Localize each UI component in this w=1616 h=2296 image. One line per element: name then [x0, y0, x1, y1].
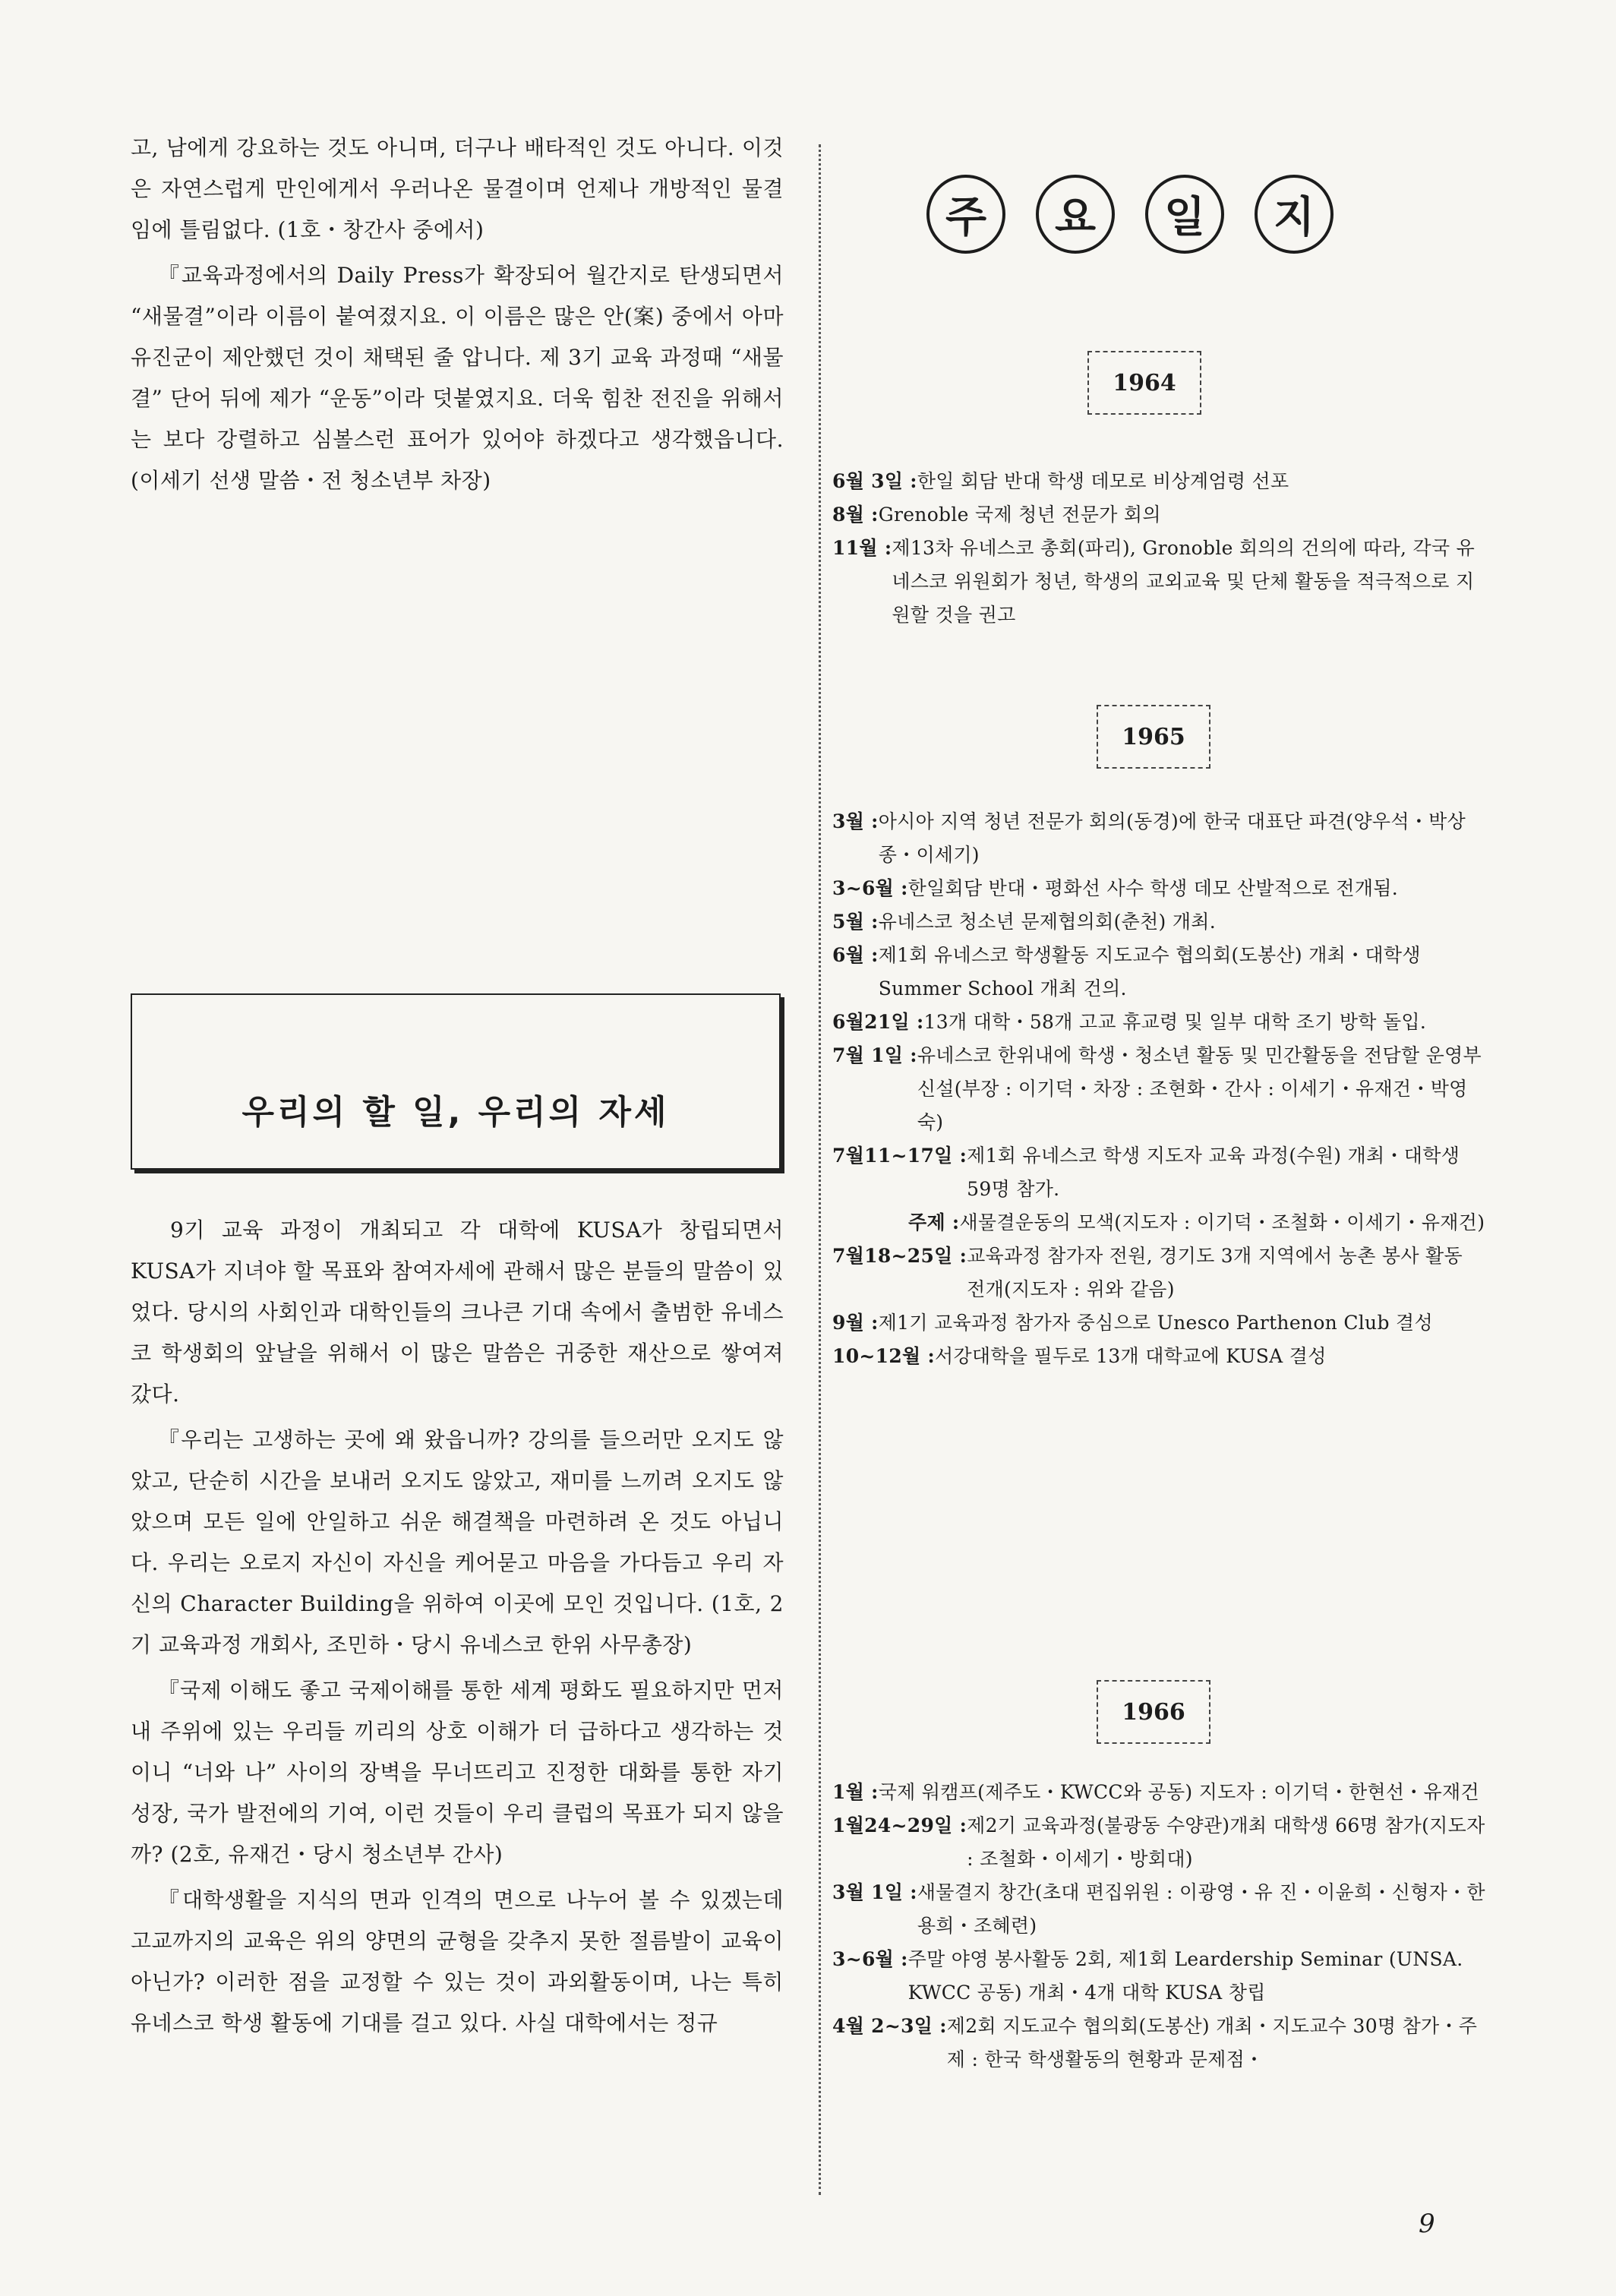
timeline-text: 제1기 교육과정 참가자 중심으로 Unesco Parthenon Club 결성	[878, 1312, 1433, 1334]
timeline-text: 아시아 지역 청년 전문가 회의(동경)에 한국 대표단 파견(양우석・박상종・이세기)	[878, 810, 1466, 866]
paragraph: 고, 남에게 강요하는 것도 아니며, 더구나 배타적인 것도 아니다. 이것은 자연스럽게 만인에게서 우러나온 물결이며 언제나 개방적인 물결임에 틀림없다. (1호・창간사 중에서)	[131, 135, 784, 242]
timeline-date: 4월 2~3일 :	[832, 2015, 947, 2037]
timeline-entry	[832, 1139, 1485, 1206]
timeline-text: 13개 대학・58개 고교 휴교령 및 일부 대학 조기 방학 돌입.	[923, 1011, 1427, 1033]
timeline-date: 5월 :	[832, 911, 879, 933]
year-label-1966: 1966	[1097, 1680, 1210, 1744]
timeline-entry	[832, 939, 1485, 1006]
quote-paragraph: 『우리는 고생하는 곳에 왜 왔읍니까? 강의를 들으러만 오지도 않았고, 단순히 시간을 보내러 오지도 않았고, 재미를 느끼려 오지도 않았으며 모든 일에 안일하고 쉬운 해결책을 마련하려 온 것도 아닙니다. 우리는 오로지 자신이 자신을 케어묻고 마음을 가다듬고 우리 자신의 Character Building을 위하여 이곳에 모인 것입니다. (1호, 2기 교육과정 개회사, 조민하・당시 유네스코 한위 사무총장)	[131, 1427, 784, 1657]
timeline-text: 제1회 유네스코 학생 지도자 교육 과정(수원) 개최・대학생 59명 참가.	[967, 1145, 1460, 1200]
timeline-entry	[832, 1776, 1485, 1809]
quote-paragraph: 『국제 이해도 좋고 국제이해를 통한 세계 평화도 필요하지만 먼저 내 주위에 있는 우리들 끼리의 상호 이해가 더 급하다고 생각하는 것이니 “너와 나” 사이의 장벽을 무너뜨리고 진정한 대화를 통한 자기 성장, 국가 발전에의 기여, 이런 것들이 우리 클럽의 목표가 되지 않을까? (2호, 유재건・당시 청소년부 간사)	[131, 1678, 784, 1867]
timeline-date: 7월 1일 :	[832, 1044, 917, 1066]
timeline-entry	[832, 872, 1485, 905]
timeline-date: 8월 :	[832, 504, 879, 526]
timeline-entry	[832, 1876, 1485, 1943]
column-divider	[819, 144, 821, 2195]
timeline-text: 한일 회담 반대 학생 데모로 비상계엄령 선포	[917, 470, 1289, 492]
timeline-date: 6월21일 :	[832, 1011, 924, 1033]
timeline-text: 유네스코 한위내에 학생・청소년 활동 및 민간활동을 전담할 운영부 신설(부장 : 이기덕・차장 : 조현화・간사 : 이세기・유재건・박영숙)	[917, 1044, 1482, 1133]
timeline-entry	[832, 532, 1485, 632]
timeline-date: 3~6월 :	[832, 1948, 908, 1970]
events-1965	[832, 805, 1485, 1373]
timeline-entry	[832, 1943, 1485, 2010]
title-char: 지	[1255, 175, 1334, 254]
timeline-date: 1월 :	[832, 1781, 879, 1803]
timeline-date: 6월 3일 :	[832, 470, 917, 492]
timeline-date: 7월18~25일 :	[832, 1245, 967, 1267]
timeline-date: 3월 1일 :	[832, 1881, 917, 1903]
title-char: 요	[1036, 175, 1115, 254]
section-headline: 우리의 할 일, 우리의 자세	[241, 1093, 670, 1132]
quote-paragraph: 『교육과정에서의 Daily Press가 확장되어 월간지로 탄생되면서 “새물결”이라 이름이 붙여졌지요. 이 이름은 많은 안(案) 중에서 아마 유진군이 제안했던 것이 채택된 줄 압니다. 제 3기 교육 과정때 “새물결” 단어 뒤에 제가 “운동”이라 덧붙였지요. 더욱 힘찬 전진을 위해서는 보다 강렬하고 심볼스런 표어가 있어야 하겠다고 생각했읍니다. (이세기 선생 말씀・전 청소년부 차장)	[131, 263, 784, 493]
timeline-date: 9월 :	[832, 1312, 879, 1334]
timeline-text: 한일회담 반대・평화선 사수 학생 데모 산발적으로 전개됨.	[907, 877, 1399, 899]
timeline-date: 주제 :	[908, 1211, 960, 1233]
intro-paragraph: 9기 교육 과정이 개최되고 각 대학에 KUSA가 창립되면서 KUSA가 지녀야 할 목표와 참여자세에 관해서 많은 분들의 말씀이 있었다. 당시의 사회인과 대학인들의 크나큰 기대 속에서 출범한 유네스코 학생회의 앞날을 위해서 이 많은 말씀은 귀중한 재산으로 쌓여져 갔다.	[131, 1217, 784, 1407]
events-1964	[832, 465, 1485, 632]
timeline-date: 1월24~29일 :	[832, 1814, 967, 1836]
timeline-entry	[832, 1340, 1485, 1373]
timeline-date: 6월 :	[832, 944, 879, 966]
timeline-text: 제13차 유네스코 총회(파리), Gronoble 회의의 건의에 따라, 각국 유네스코 위원회가 청년, 학생의 교외교육 및 단체 활동을 적극적으로 지원할 것을 권고	[892, 537, 1476, 626]
title-char: 주	[926, 175, 1005, 254]
timeline-text: 제2기 교육과정(불광동 수양관)개최 대학생 66명 참가(지도자 : 조철화・이세기・방회대)	[967, 1814, 1485, 1870]
timeline-text: 국제 워캠프(제주도・KWCC와 공동) 지도자 : 이기덕・한현선・유재건	[878, 1781, 1479, 1803]
page-number: 9	[1419, 2209, 1435, 2239]
timeline-date: 3~6월 :	[832, 877, 908, 899]
timeline-text: 제1회 유네스코 학생활동 지도교수 협의회(도봉산) 개최・대학생 Summer School 개최 건의.	[878, 944, 1421, 1000]
timeline-text: 새물결운동의 모색(지도자 : 이기덕・조철화・이세기・유재건)	[959, 1211, 1485, 1233]
timeline-text: 서강대학을 필두로 13개 대학교에 KUSA 결성	[935, 1345, 1327, 1367]
timeline-date: 10~12월 :	[832, 1345, 936, 1367]
timeline-entry	[832, 1240, 1485, 1306]
timeline-date: 7월11~17일 :	[832, 1145, 967, 1167]
quote-paragraph: 『대학생활을 지식의 면과 인격의 면으로 나누어 볼 수 있겠는데 고교까지의 교육은 위의 양면의 균형을 갖추지 못한 절름발이 교육이 아닌가? 이러한 점을 교정할 수 있는 것이 과외활동이며, 나는 특히 유네스코 학생 활동에 기대를 걸고 있다. 사실 대학에서는 정규	[131, 1887, 784, 2035]
year-label-1965: 1965	[1097, 705, 1210, 769]
timeline-text: Grenoble 국제 청년 전문가 회의	[878, 504, 1161, 526]
timeline-entry	[832, 805, 1485, 872]
left-body-text	[131, 1210, 784, 2044]
section-headline-box	[131, 993, 781, 1170]
timeline-entry	[832, 1306, 1485, 1340]
timeline-entry	[832, 2010, 1485, 2077]
timeline-text: 제2회 지도교수 협의회(도봉산) 개최・지도교수 30명 참가・주제 : 한국 학생활동의 현황과 문제점・	[946, 2015, 1478, 2070]
timeline-date: 3월 :	[832, 810, 879, 832]
left-top-text	[131, 128, 784, 501]
timeline-entry	[832, 1206, 1485, 1240]
events-1966	[832, 1776, 1485, 2077]
timeline-entry	[832, 1006, 1485, 1039]
timeline-text: 유네스코 청소년 문제협의회(춘천) 개최.	[878, 911, 1216, 933]
timeline-entry	[832, 498, 1485, 532]
title-char: 일	[1145, 175, 1224, 254]
year-label-1964: 1964	[1087, 351, 1201, 415]
chronicle-title	[926, 175, 1334, 254]
timeline-entry	[832, 905, 1485, 939]
timeline-date: 11월 :	[832, 537, 892, 559]
timeline-entry	[832, 1809, 1485, 1876]
timeline-text: 교육과정 참가자 전원, 경기도 3개 지역에서 농촌 봉사 활동 전개(지도자 : 위와 같음)	[967, 1245, 1463, 1300]
timeline-text: 주말 야영 봉사활동 2회, 제1회 Leardership Seminar (UNSA. KWCC 공동) 개최・4개 대학 KUSA 창립	[907, 1948, 1463, 2004]
timeline-entry	[832, 1039, 1485, 1139]
timeline-text: 새물결지 창간(초대 편집위원 : 이광영・유 진・이윤희・신형자・한용희・조혜련)	[917, 1881, 1485, 1937]
timeline-entry	[832, 465, 1485, 498]
